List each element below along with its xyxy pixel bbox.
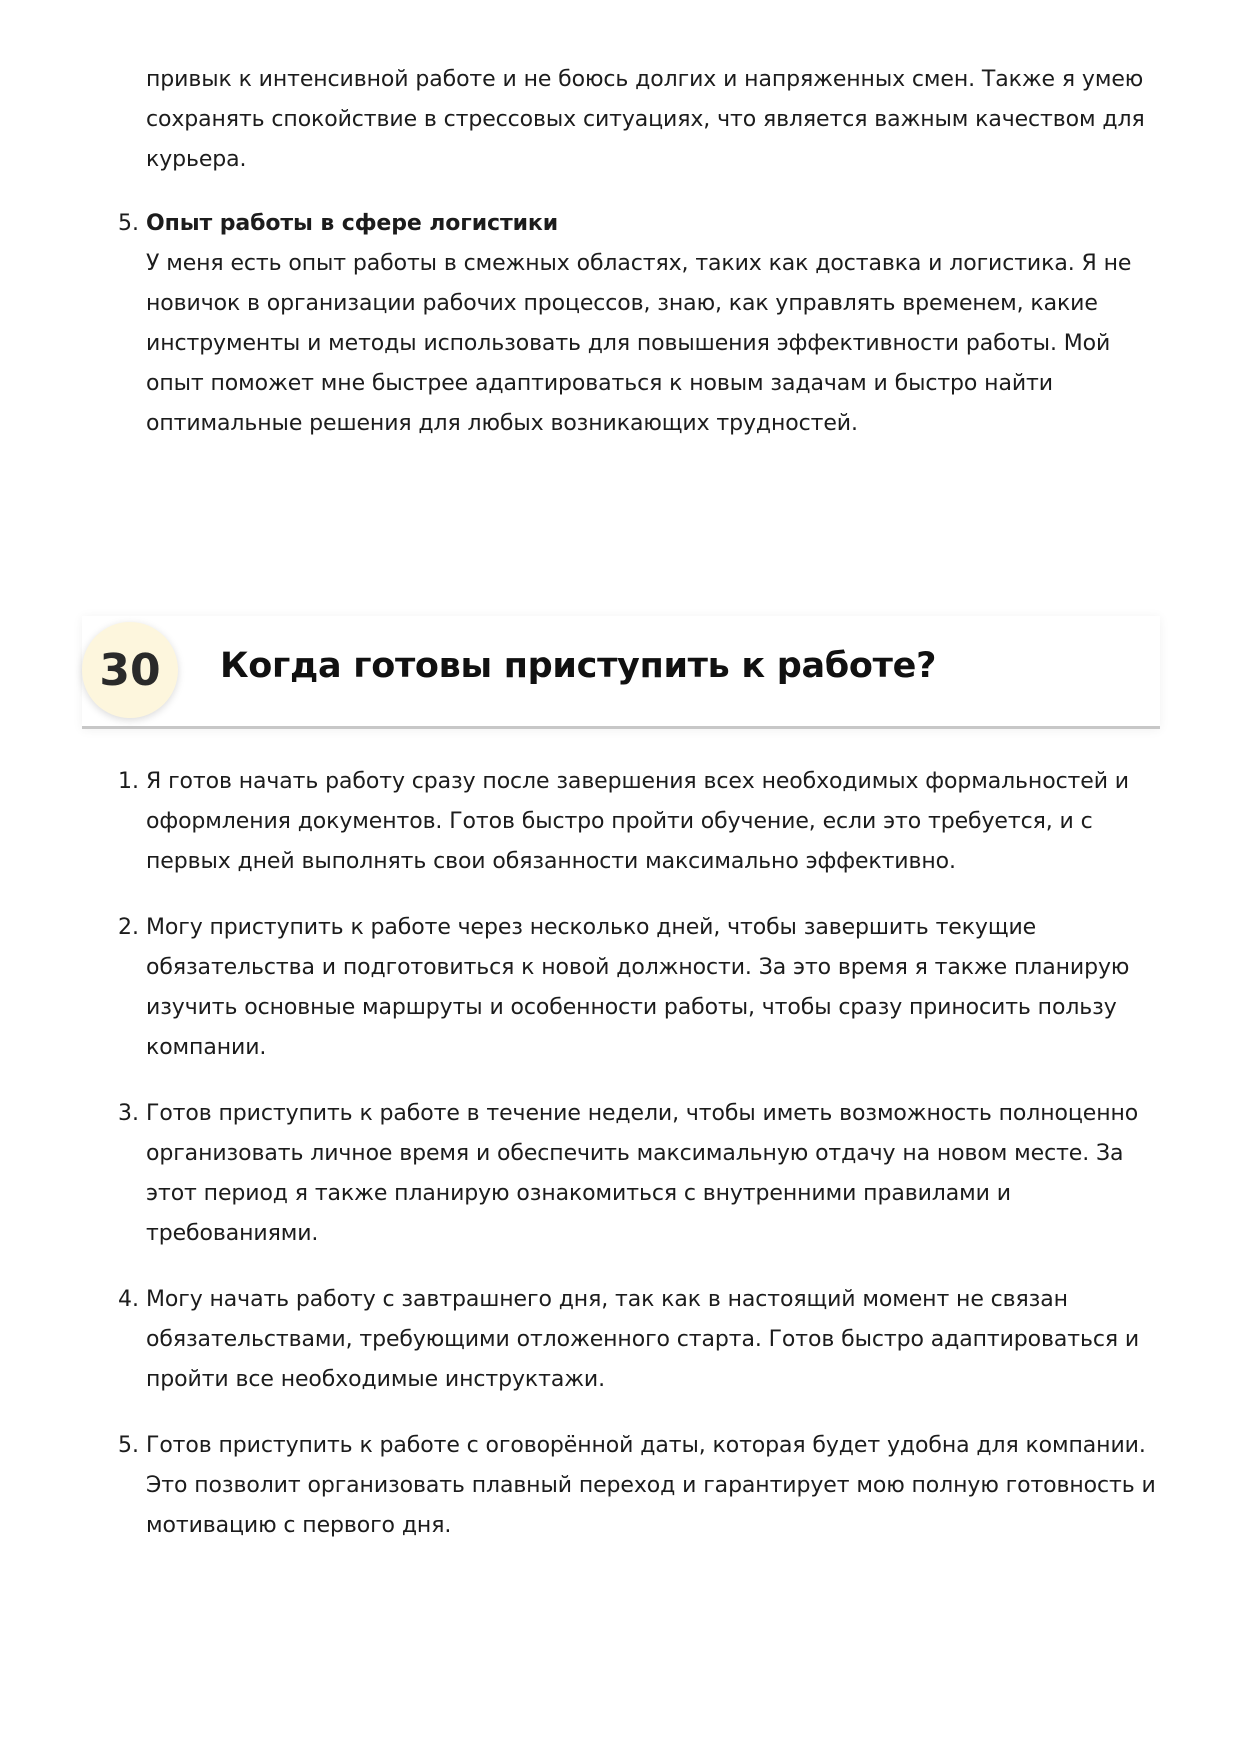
- list-item-text: Могу начать работу с завтрашнего дня, так как в настоящий момент не связан обязательствами, требующими отложенного старта. Готов быстро адаптироваться и пройти все необходимые инструктажи.: [146, 1287, 1140, 1392]
- list-item-title: Опыт работы в сфере логистики: [146, 211, 559, 236]
- list-item-number: 5.: [118, 1433, 139, 1458]
- list-item-text: У меня есть опыт работы в смежных областях, таких как доставка и логистика. Я не новичок в организации рабочих процессов, знаю, как управлять временем, какие инструменты и методы использовать для повышения эффективности работы. Мой опыт поможет мне быстрее адаптироваться к новым задачам и быстро найти оптимальные решения для любых возникающих трудностей.: [146, 251, 1132, 436]
- list-item-number: 3.: [118, 1101, 139, 1126]
- list-item-number: 4.: [118, 1287, 139, 1312]
- list-item-number: 2.: [118, 915, 139, 940]
- list-item-text: Готов приступить к работе с оговорённой даты, которая будет удобна для компании. Это позволит организовать плавный переход и гарантирует мою полную готовность и мотивацию с первого дня.: [146, 1433, 1156, 1538]
- continued-paragraph: привык к интенсивной работе и не боюсь долгих и напряженных смен. Также я умею сохранять спокойствие в стрессовых ситуациях, что является важным качеством для курьера.: [146, 67, 1145, 172]
- list-item-number: 5.: [118, 211, 139, 236]
- list-item-text: Я готов начать работу сразу после завершения всех необходимых формальностей и оформления документов. Готов быстро пройти обучение, если это требуется, и с первых дней выполнять свои обязанности максимально эффективно.: [146, 769, 1129, 874]
- section-header: [82, 616, 1160, 729]
- section-number-badge: 30: [82, 622, 178, 718]
- list-item-number: 1.: [118, 769, 139, 794]
- section-title: Когда готовы приступить к работе?: [220, 646, 937, 686]
- list-item-text: Могу приступить к работе через несколько дней, чтобы завершить текущие обязательства и подготовиться к новой должности. За это время я также планирую изучить основные маршруты и особенности работы, чтобы сразу приносить пользу компании.: [146, 915, 1130, 1060]
- list-item-text: Готов приступить к работе в течение недели, чтобы иметь возможность полноценно организовать личное время и обеспечить максимальную отдачу на новом месте. За этот период я также планирую ознакомиться с внутренними правилами и требованиями.: [146, 1101, 1139, 1246]
